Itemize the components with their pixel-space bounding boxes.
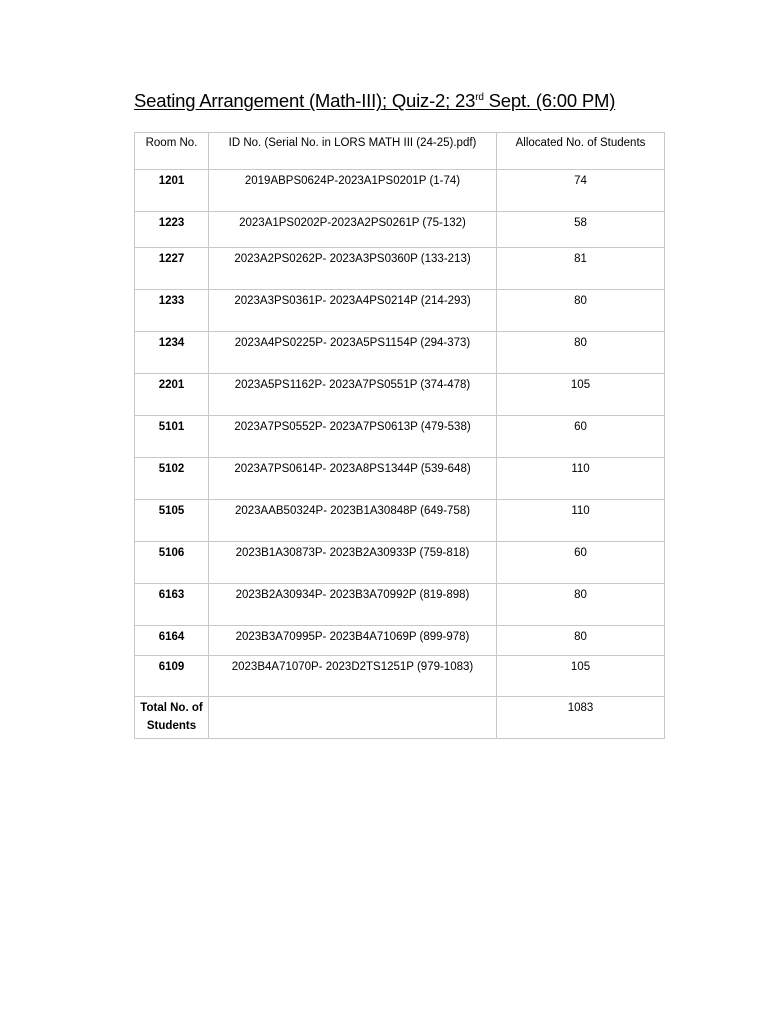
id-range-cell: 2023B4A71070P- 2023D2TS1251P (979-1083) bbox=[209, 656, 497, 697]
title-rest: Sept. (6:00 PM) bbox=[483, 90, 616, 111]
table-row bbox=[135, 212, 665, 248]
room-cell: 6163 bbox=[135, 584, 209, 626]
allocated-cell: 81 bbox=[497, 248, 665, 290]
allocated-cell: 60 bbox=[497, 416, 665, 458]
allocated-cell: 80 bbox=[497, 332, 665, 374]
id-range-cell: 2023B3A70995P- 2023B4A71069P (899-978) bbox=[209, 626, 497, 656]
room-cell: 1223 bbox=[135, 212, 209, 248]
allocated-cell: 80 bbox=[497, 290, 665, 332]
allocated-cell: 60 bbox=[497, 542, 665, 584]
id-range-cell: 2023B2A30934P- 2023B3A70992P (819-898) bbox=[209, 584, 497, 626]
table-row bbox=[135, 290, 665, 332]
id-range-cell: 2023B1A30873P- 2023B2A30933P (759-818) bbox=[209, 542, 497, 584]
room-cell: 6109 bbox=[135, 656, 209, 697]
id-range-cell: 2023A1PS0202P-2023A2PS0261P (75-132) bbox=[209, 212, 497, 248]
room-cell: 6164 bbox=[135, 626, 209, 656]
allocated-cell: 58 bbox=[497, 212, 665, 248]
room-cell: 1201 bbox=[135, 170, 209, 212]
total-id-cell bbox=[209, 697, 497, 739]
table-row bbox=[135, 584, 665, 626]
header-id: ID No. (Serial No. in LORS MATH III (24-25).pdf) bbox=[209, 133, 497, 170]
total-allocated-cell: 1083 bbox=[497, 697, 665, 739]
allocated-cell: 110 bbox=[497, 500, 665, 542]
table-row bbox=[135, 626, 665, 656]
table-row bbox=[135, 542, 665, 584]
allocated-cell: 105 bbox=[497, 374, 665, 416]
total-row bbox=[135, 697, 665, 739]
allocated-cell: 80 bbox=[497, 626, 665, 656]
table-row bbox=[135, 656, 665, 697]
room-cell: 1234 bbox=[135, 332, 209, 374]
table-header-row bbox=[135, 133, 665, 170]
table-row bbox=[135, 416, 665, 458]
header-allocated: Allocated No. of Students bbox=[497, 133, 665, 170]
table-row bbox=[135, 170, 665, 212]
id-range-cell: 2019ABPS0624P-2023A1PS0201P (1-74) bbox=[209, 170, 497, 212]
room-cell: 1227 bbox=[135, 248, 209, 290]
header-room: Room No. bbox=[135, 133, 209, 170]
id-range-cell: 2023A7PS0552P- 2023A7PS0613P (479-538) bbox=[209, 416, 497, 458]
id-range-cell: 2023A2PS0262P- 2023A3PS0360P (133-213) bbox=[209, 248, 497, 290]
allocated-cell: 105 bbox=[497, 656, 665, 697]
total-label-cell: Total No. of Students bbox=[135, 697, 209, 739]
room-cell: 5102 bbox=[135, 458, 209, 500]
room-cell: 2201 bbox=[135, 374, 209, 416]
page-title bbox=[134, 90, 615, 112]
room-cell: 1233 bbox=[135, 290, 209, 332]
room-cell: 5106 bbox=[135, 542, 209, 584]
room-cell: 5101 bbox=[135, 416, 209, 458]
seating-table bbox=[134, 132, 665, 739]
title-main: Seating Arrangement (Math-III); Quiz-2; 23 bbox=[134, 90, 476, 111]
allocated-cell: 74 bbox=[497, 170, 665, 212]
id-range-cell: 2023AAB50324P- 2023B1A30848P (649-758) bbox=[209, 500, 497, 542]
table-row bbox=[135, 248, 665, 290]
id-range-cell: 2023A4PS0225P- 2023A5PS1154P (294-373) bbox=[209, 332, 497, 374]
table-row bbox=[135, 374, 665, 416]
room-cell: 5105 bbox=[135, 500, 209, 542]
title-superscript: rd bbox=[475, 92, 484, 103]
id-range-cell: 2023A3PS0361P- 2023A4PS0214P (214-293) bbox=[209, 290, 497, 332]
table-row bbox=[135, 458, 665, 500]
id-range-cell: 2023A5PS1162P- 2023A7PS0551P (374-478) bbox=[209, 374, 497, 416]
table-row bbox=[135, 500, 665, 542]
table-row bbox=[135, 332, 665, 374]
allocated-cell: 110 bbox=[497, 458, 665, 500]
id-range-cell: 2023A7PS0614P- 2023A8PS1344P (539-648) bbox=[209, 458, 497, 500]
allocated-cell: 80 bbox=[497, 584, 665, 626]
